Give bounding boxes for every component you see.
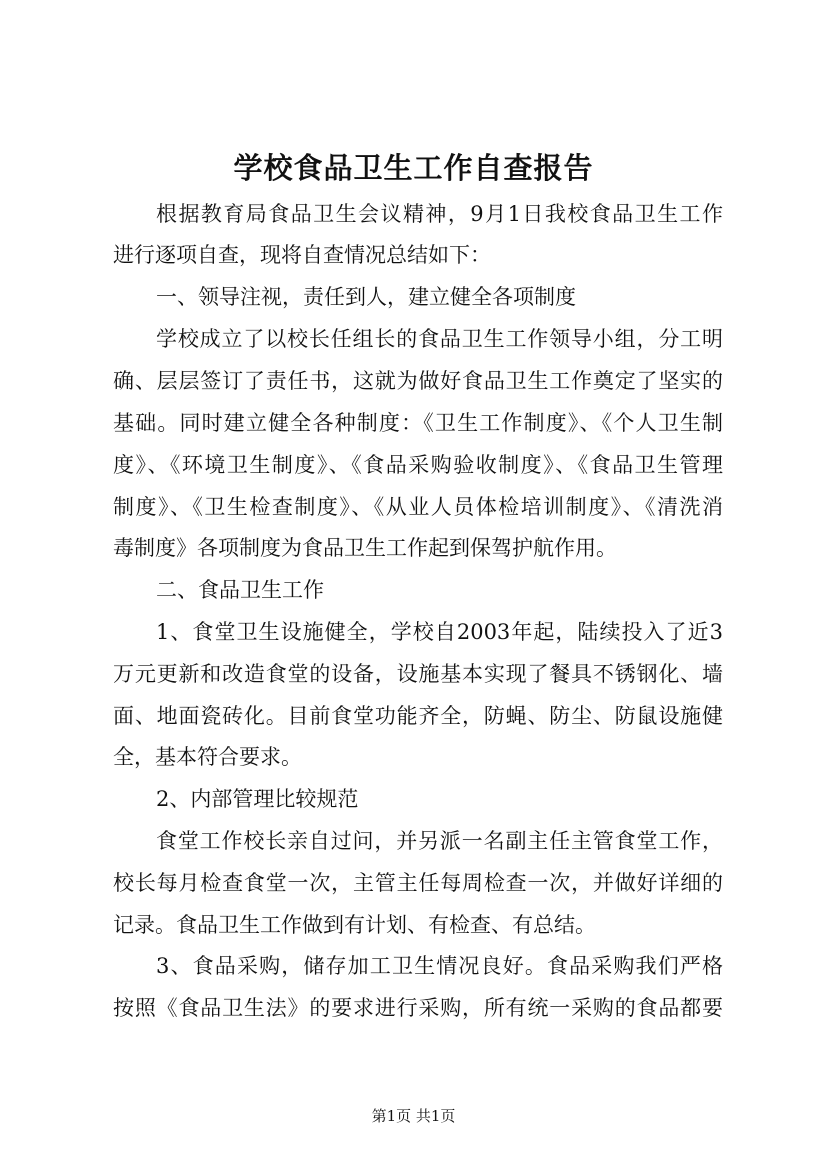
text-line: 毒制度》各项制度为食品卫生工作起到保驾护航作用。 (113, 536, 617, 560)
text-line: 制度》、《卫生检查制度》、《从业人员体检培训制度》、《清洗消 (113, 495, 723, 519)
text-line: 按照《食品卫生法》的要求进行采购，所有统一采购的食品都要 (113, 996, 723, 1020)
text-line: 确、层层签订了责任书，这就为做好食品卫生工作奠定了坚实的 (113, 369, 723, 393)
text-line: 记录。食品卫生工作做到有计划、有检查、有总结。 (113, 913, 596, 937)
text-line: 全，基本符合要求。 (113, 745, 302, 769)
text-line: 万元更新和改造食堂的设备，设施基本实现了餐具不锈钢化、墙 (113, 662, 723, 686)
text-line: 面、地面瓷砖化。目前食堂功能齐全，防蝇、防尘、防鼠设施健 (113, 704, 723, 728)
text-line: 1、食堂卫生设施健全，学校自2003年起，陆续投入了近3 (156, 620, 723, 644)
document-title: 学校食品卫生工作自查报告 (233, 151, 594, 185)
text-line: 学校成立了以校长任组长的食品卫生工作领导小组，分工明 (156, 327, 723, 351)
text-line: 食堂工作校长亲自过问，并另派一名副主任主管食堂工作， (156, 829, 723, 853)
text-line: 度》、《环境卫生制度》、《食品采购验收制度》、《食品卫生管理 (113, 453, 723, 477)
page-footer: 第1页 共1页 (371, 1107, 456, 1125)
text-line: 进行逐项自查，现将自查情况总结如下： (113, 243, 491, 267)
text-line: 校长每月检查食堂一次，主管主任每周检查一次，并做好详细的 (113, 871, 723, 895)
text-line: 根据教育局食品卫生会议精神，9月1日我校食品卫生工作 (156, 202, 723, 226)
section-heading: 二、食品卫生工作 (156, 578, 324, 602)
section-heading: 一、领导注视，责任到人，建立健全各项制度 (156, 285, 576, 309)
section-heading: 2、内部管理比较规范 (156, 787, 359, 811)
text-line: 基础。同时建立健全各种制度：《卫生工作制度》、《个人卫生制 (113, 411, 723, 435)
text-line: 3、食品采购，储存加工卫生情况良好。食品采购我们严格 (156, 954, 723, 978)
